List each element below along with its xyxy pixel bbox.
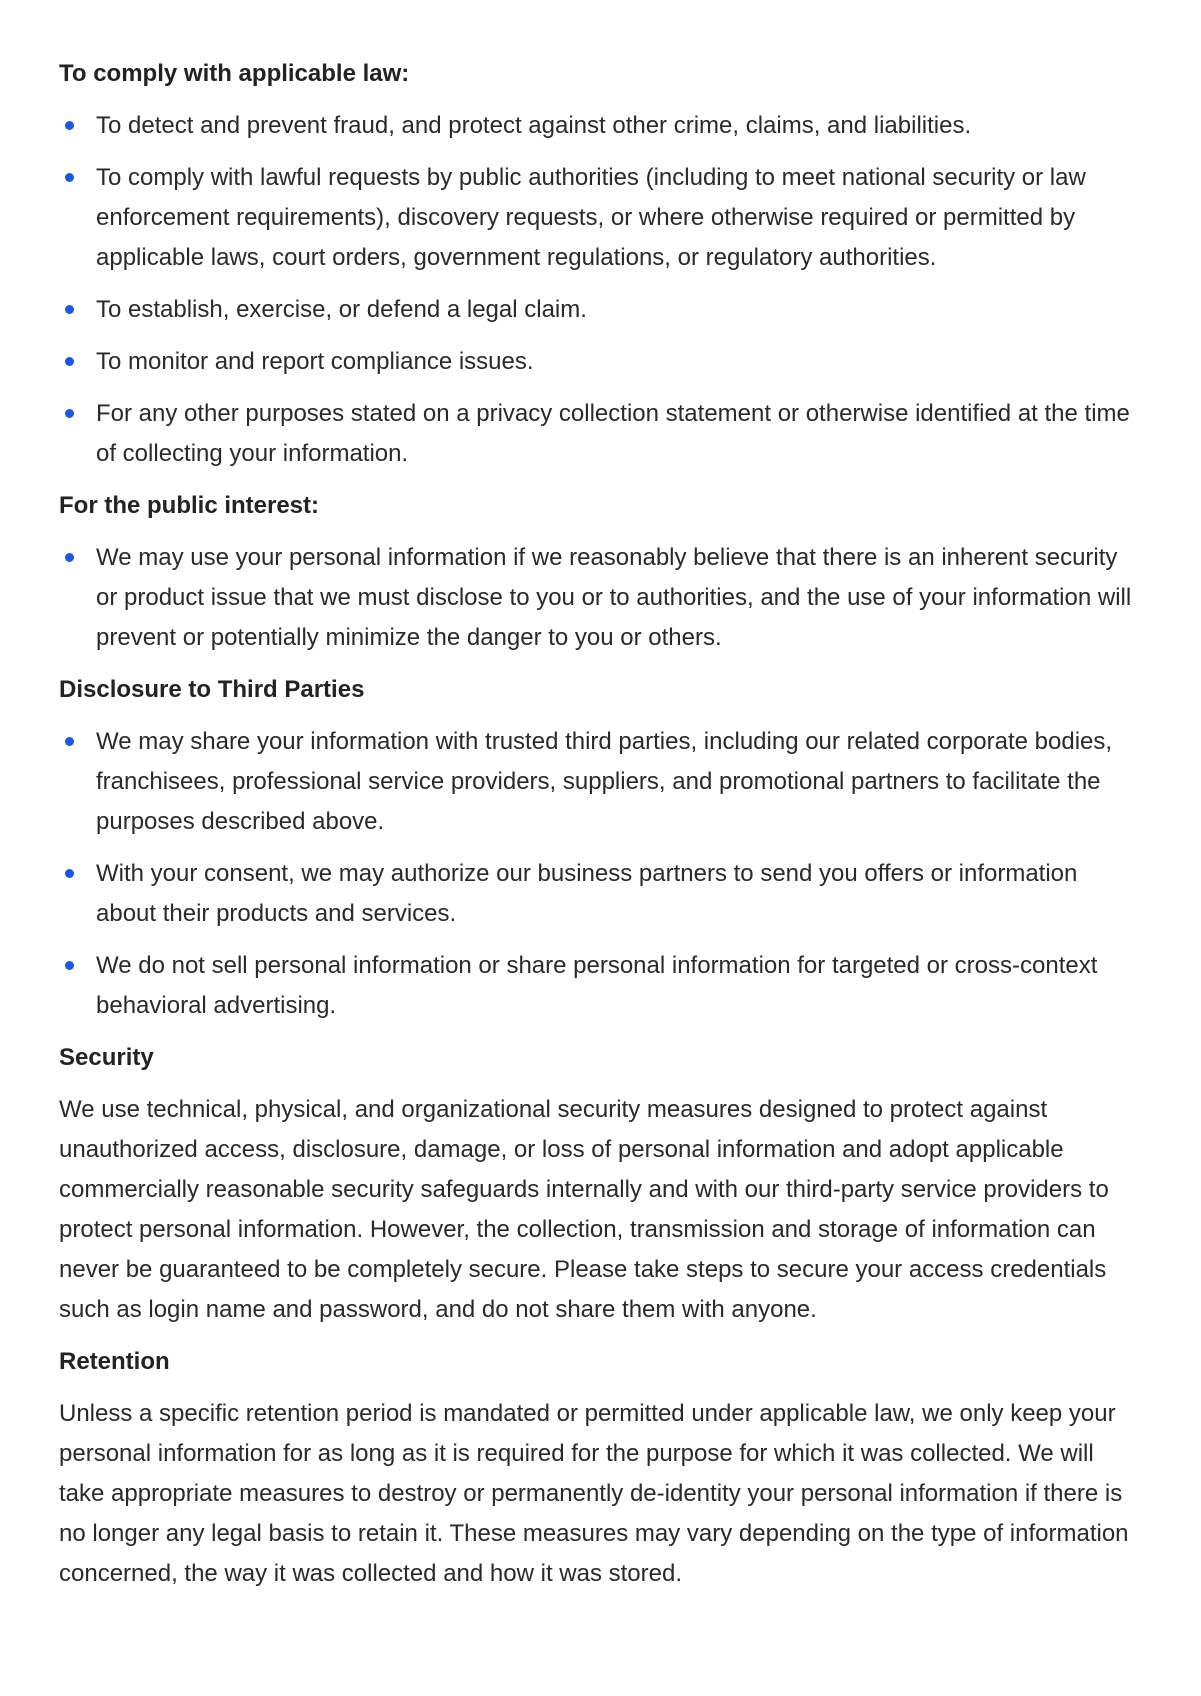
list-item-text: With your consent, we may authorize our business partners to send you offers or information about their products and services. (96, 860, 1078, 927)
list-item (59, 158, 1141, 278)
bullet-icon (65, 121, 74, 130)
list-item-text: To establish, exercise, or defend a legal claim. (96, 296, 587, 323)
list-item-text: We do not sell personal information or share personal information for targeted or cross-context behavioral advertising. (96, 952, 1098, 1019)
list-item-text: We may use your personal information if we reasonably believe that there is an inherent security or product issue that we must disclose to you or to authorities, and the use of your information will prevent or potentially minimize the danger to you or others. (96, 544, 1132, 651)
section-heading-retention: Retention (59, 1348, 170, 1375)
retention-paragraph: Unless a specific retention period is mandated or permitted under applicable law, we only keep your personal information for as long as it is required for the purpose for which it was collected. We will take appropriate measures to destroy or permanently de-identity your personal information if there is no longer any legal basis to retain it. These measures may vary depending on the type of information concerned, the way it was collected and how it was stored. (59, 1400, 1129, 1587)
section-heading-public-interest: For the public interest: (59, 492, 320, 519)
bullet-icon (65, 357, 74, 366)
comply-with-law-list (59, 106, 1141, 474)
section-heading-disclosure: Disclosure to Third Parties (59, 676, 365, 703)
disclosure-list (59, 722, 1141, 1026)
bullet-icon (65, 305, 74, 314)
list-item (59, 290, 1141, 330)
list-item (59, 342, 1141, 382)
list-item-text: To comply with lawful requests by public authorities (including to meet national security or law enforcement requirements), discovery requests, or where otherwise required or permitted by applicable laws, court orders, government regulations, or regulatory authorities. (96, 164, 1086, 271)
bullet-icon (65, 409, 74, 418)
list-item (59, 394, 1141, 474)
list-item (59, 946, 1141, 1026)
list-item-text: To detect and prevent fraud, and protect against other crime, claims, and liabilities. (96, 112, 972, 139)
bullet-icon (65, 737, 74, 746)
list-item-text: For any other purposes stated on a privacy collection statement or otherwise identified at the time of collecting your information. (96, 400, 1130, 467)
bullet-icon (65, 869, 74, 878)
list-item (59, 106, 1141, 146)
bullet-icon (65, 961, 74, 970)
security-paragraph: We use technical, physical, and organizational security measures designed to protect against unauthorized access, disclosure, damage, or loss of personal information and adopt applicable commercially reasonable security safeguards internally and with our third-party service providers to protect personal information. However, the collection, transmission and storage of information can never be guaranteed to be completely secure. Please take steps to secure your access credentials such as login name and password, and do not share them with anyone. (59, 1096, 1109, 1323)
section-heading-security: Security (59, 1044, 154, 1071)
list-item (59, 854, 1141, 934)
list-item (59, 538, 1141, 658)
bullet-icon (65, 553, 74, 562)
list-item-text: To monitor and report compliance issues. (96, 348, 534, 375)
public-interest-list (59, 538, 1141, 658)
bullet-icon (65, 173, 74, 182)
list-item-text: We may share your information with trusted third parties, including our related corporate bodies, franchisees, professional service providers, suppliers, and promotional partners to facilitate the purposes described above. (96, 728, 1113, 835)
list-item (59, 722, 1141, 842)
section-heading-comply-with-law: To comply with applicable law: (59, 60, 410, 87)
